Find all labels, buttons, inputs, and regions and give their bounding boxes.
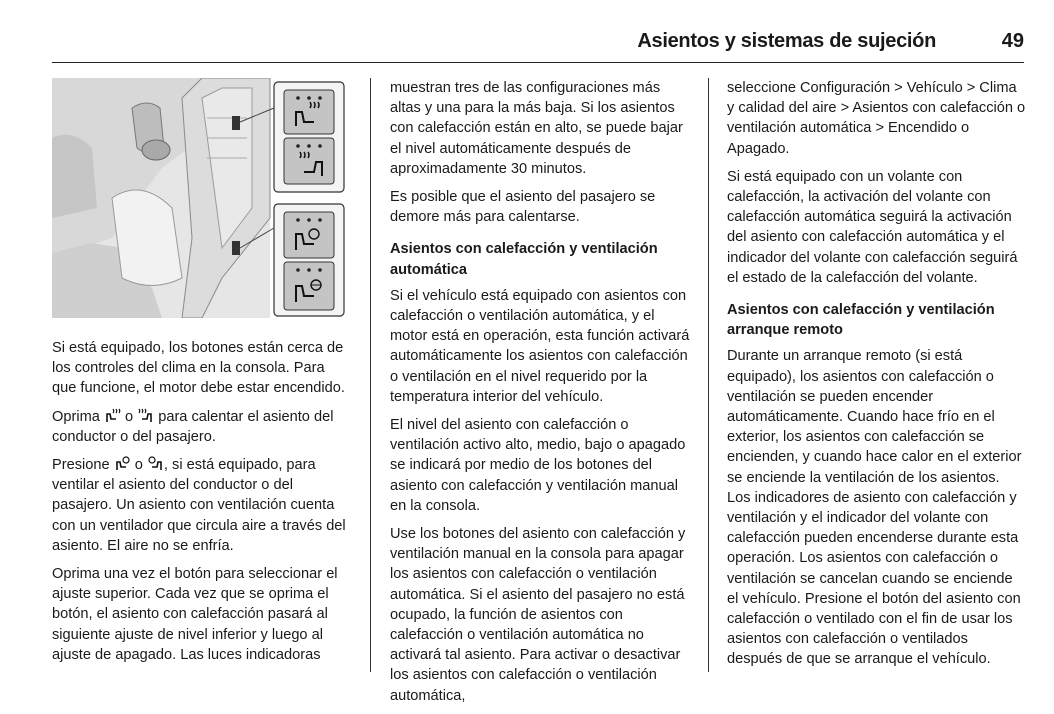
- seat-controls-illustration: [52, 78, 346, 318]
- paragraph: Use los botones del asiento con calefacción y ventilación manual en la consola para apagar los asientos con calefacción o ventilación automática. Si el asiento del pasajero no está ocupado, la función de asientos con calefacción o ventilación automática no activará tal asiento. Para activar o desactivar los asientos con calefacción o ventilación automática,: [390, 526, 686, 704]
- paragraph: El nivel del asiento con calefacción o ventilación activo alto, medio, bajo o apagado se indicará por medio de los botones del asiento con calefacción y ventilación manual en la consola.: [390, 417, 686, 514]
- paragraph: Durante un arranque remoto (si está equipado), los asientos con calefacción o ventilación se pueden encender automáticamente. Cuando hace frío en el exterior, los asientos con calefacción se encienden, y cuando hace calor en el exterior se enciende la ventilación de los asientos. Los indicadores de asiento con calefacción y ventilación y el indicador del volante con calefacción pueden encenderse durante esta operación. Los asientos con calefacción o ventilación se cancelan cuando se enciende el vehículo. Presione el botón del asiento con calefacción o ventilado con el fin de usar los asientos con calefacción o ventilados después de que se arranque el vehículo.: [727, 348, 1022, 668]
- paragraph: Si el vehículo está equipado con asientos con calefacción o ventilación automática, y el motor está en operación, esta función activará automáticamente los asientos con calefacción o ventilación en el nivel requerido por la temperatura interior del vehículo.: [390, 287, 690, 405]
- page-number: 49: [1001, 30, 1024, 52]
- ventilated-seat-passenger-icon: [147, 456, 164, 471]
- subheading-automatic: Asientos con calefacción y ventilación automática: [390, 241, 658, 278]
- paragraph: Es posible que el asiento del pasajero se demore más para calentarse.: [390, 189, 656, 226]
- seat-controls-figure: [52, 78, 346, 318]
- paragraph-ventilated-instructions: Presione o , si está equipado, para ventilar el asiento del conductor o del pasajero. Un asiento con ventilación cuenta con un ventilador que circula aire a través del asiento. El aire no se enfría.: [52, 457, 346, 554]
- paragraph: Si está equipado con un volante con calefacción, la activación del volante con calefacción automática seguirá la activación del asiento con calefacción automática y el indicador del volante con calefacción seguirá el estado de la calefacción del volante.: [727, 168, 1018, 286]
- paragraph-heated-instructions: Oprima o para calentar el asiento del conductor o del pasajero.: [52, 408, 334, 445]
- paragraph: Oprima una vez el botón para seleccionar el ajuste superior. Cada vez que se oprima el botón, el asiento con calefacción pasará al siguiente ajuste de nivel inferior y luego al ajuste de apagado. Las luces indicadoras: [52, 566, 338, 663]
- paragraph: muestran tres de las configuraciones más altas y una para la más baja. Si los asientos con calefacción están en alto, se puede bajar el nivel automáticamente después de aproximadamente 30 minutos.: [390, 80, 683, 177]
- column-divider-2: [708, 78, 709, 672]
- page-header: [52, 26, 1024, 63]
- heated-seat-icon: [104, 408, 121, 423]
- paragraph: seleccione Configuración > Vehículo > Clima y calidad del aire > Asientos con calefacción o ventilación automática > Encendido o Apagado.: [727, 80, 1026, 157]
- column-3: [727, 78, 1027, 678]
- section-title: Asientos y sistemas de sujeción: [637, 30, 936, 52]
- ventilated-seat-icon: [114, 456, 131, 471]
- column-2: [390, 78, 690, 714]
- column-1: [52, 78, 352, 673]
- heated-seat-passenger-icon: [137, 408, 154, 423]
- paragraph: Si está equipado, los botones están cerca de los controles del clima en la consola. Para que funcione, el motor debe estar encendido.: [52, 340, 345, 397]
- column-divider-1: [370, 78, 371, 672]
- subheading-remote-start: Asientos con calefacción y ventilación arranque remoto: [727, 302, 995, 339]
